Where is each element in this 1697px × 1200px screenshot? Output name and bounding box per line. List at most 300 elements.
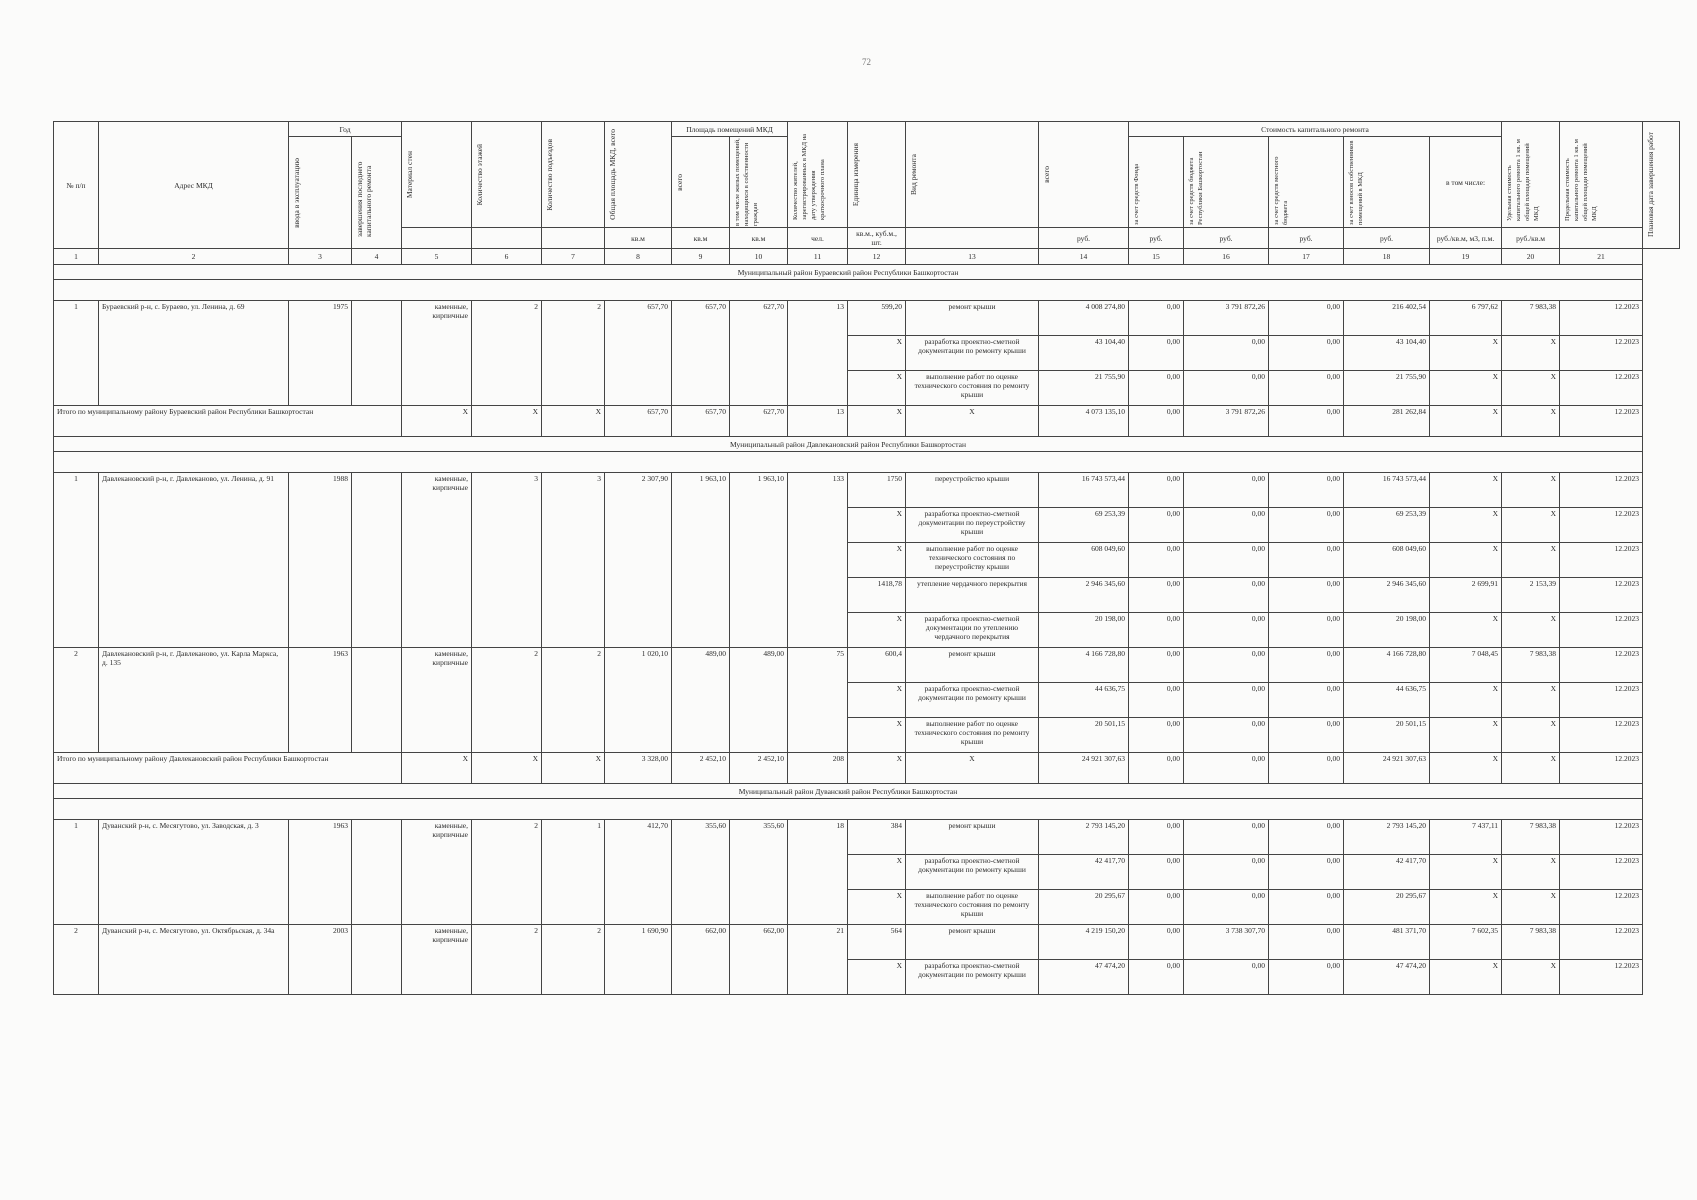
deadline: 12.2023 [1560, 508, 1643, 543]
year-built: 2003 [289, 925, 352, 995]
cost-total: 16 743 573,44 [1039, 473, 1129, 508]
year-last-repair [352, 820, 402, 925]
max-cost: X [1502, 890, 1560, 925]
col-header-unit-cost: Удельная стоимость капитального ремонта 1 кв. м общей площади помещений МКД [1506, 138, 1541, 221]
cost-fund: 0,00 [1129, 855, 1184, 890]
unit-volume: кв.м., куб.м., шт. [848, 228, 906, 249]
wall-material: каменные, кирпичные [402, 648, 472, 753]
cost-total: 21 755,90 [1039, 371, 1129, 406]
unit-cost: X [1430, 371, 1502, 406]
total-area-res: 627,70 [730, 406, 788, 437]
cost-budget-local: 0,00 [1269, 578, 1344, 613]
unit-cost: X [1430, 890, 1502, 925]
cost-total: 4 166 728,80 [1039, 648, 1129, 683]
max-cost: X [1502, 718, 1560, 753]
cost-budget-local: 0,00 [1269, 683, 1344, 718]
col-header-entrances: Количество подъездов [545, 138, 554, 211]
unit-cost: X [1430, 543, 1502, 578]
column-number: 5 [402, 249, 472, 265]
column-number-row [54, 249, 1680, 265]
year-last-repair [352, 301, 402, 406]
cost-fund: 0,00 [1129, 578, 1184, 613]
total-material: X [402, 406, 472, 437]
residents: 75 [788, 648, 848, 753]
col-header-max-cost: Предельная стоимость капитального ремонта 1 кв. м общей площади помещений МКД [1564, 138, 1599, 221]
unit-cost: 7 602,35 [1430, 925, 1502, 960]
unit-cost: 2 699,91 [1430, 578, 1502, 613]
section-spacer-row [54, 799, 1680, 820]
unit-cost: X [1430, 960, 1502, 995]
col-header-cost-fund: за счет средств Фонда [1133, 163, 1141, 225]
cost-budget-local: 0,00 [1269, 473, 1344, 508]
cost-total: 4 008 274,80 [1039, 301, 1129, 336]
cost-fund: 0,00 [1129, 301, 1184, 336]
max-cost: X [1502, 336, 1560, 371]
cost-owners: 21 755,90 [1344, 371, 1430, 406]
max-cost: X [1502, 855, 1560, 890]
section-total-row [54, 753, 1680, 784]
building-address: Бураевский р-н, с. Бураево, ул. Ленина, д. 69 [99, 301, 289, 406]
col-header-num: № п/п [54, 122, 99, 249]
col-header-deadline: Плановая дата завершения работ [1646, 132, 1656, 238]
area-residential: 662,00 [730, 925, 788, 995]
cost-budget-local: 0,00 [1269, 301, 1344, 336]
cost-budget-rb: 0,00 [1184, 855, 1269, 890]
area-total: 1 963,10 [672, 473, 730, 648]
unit-cost: X [1430, 683, 1502, 718]
cost-budget-rb: 3 791 872,26 [1184, 301, 1269, 336]
cost-fund: 0,00 [1129, 543, 1184, 578]
unit-cost: 7 048,45 [1430, 648, 1502, 683]
section-spacer-row [54, 280, 1680, 301]
cost-fund: 0,00 [1129, 820, 1184, 855]
max-cost: X [1502, 960, 1560, 995]
cost-fund: 0,00 [1129, 613, 1184, 648]
work-volume: 600,4 [848, 648, 906, 683]
unit-cost: X [1430, 473, 1502, 508]
row-number: 2 [54, 925, 99, 995]
work-volume: 384 [848, 820, 906, 855]
col-header-address: Адрес МКД [99, 122, 289, 249]
col-header-floors: Количество этажей [475, 143, 484, 206]
cost-budget-rb: 0,00 [1184, 613, 1269, 648]
cost-budget-local: 0,00 [1269, 960, 1344, 995]
section-title: Муниципальный район Дуванский район Республики Башкортостан [54, 784, 1643, 799]
cost-budget-rb: 0,00 [1184, 508, 1269, 543]
column-number: 3 [289, 249, 352, 265]
cost-owners: 16 743 573,44 [1344, 473, 1430, 508]
cost-total: 4 219 150,20 [1039, 925, 1129, 960]
section-spacer-row [54, 452, 1680, 473]
building-address: Давлекановский р-н, г. Давлеканово, ул. Ленина, д. 91 [99, 473, 289, 648]
deadline: 12.2023 [1560, 648, 1643, 683]
year-last-repair [352, 648, 402, 753]
unit-cost: X [1430, 613, 1502, 648]
col-header-year-last-repair: завершения последнего капитального ремонта [355, 161, 373, 237]
total-max-cost: X [1502, 406, 1560, 437]
deadline: 12.2023 [1560, 473, 1643, 508]
total-deadline: 12.2023 [1560, 753, 1643, 784]
unit-max-cost: руб./кв.м [1502, 228, 1560, 249]
cost-total: 42 417,70 [1039, 855, 1129, 890]
page-number: 72 [862, 57, 871, 67]
cost-fund: 0,00 [1129, 648, 1184, 683]
deadline: 12.2023 [1560, 371, 1643, 406]
wall-material: каменные, кирпичные [402, 925, 472, 995]
total-cost-local: 0,00 [1269, 753, 1344, 784]
area-total: 662,00 [672, 925, 730, 995]
cost-total: 20 501,15 [1039, 718, 1129, 753]
year-last-repair [352, 925, 402, 995]
wall-material: каменные, кирпичные [402, 820, 472, 925]
row-number: 1 [54, 301, 99, 406]
deadline: 12.2023 [1560, 718, 1643, 753]
total-entrances: X [542, 753, 605, 784]
total-volume: X [848, 406, 906, 437]
work-volume: X [848, 613, 906, 648]
cost-budget-rb: 0,00 [1184, 820, 1269, 855]
floors: 3 [472, 473, 542, 648]
work-type: ремонт крыши [906, 820, 1039, 855]
col-header-residents: Количество жителей, зарегистрированных в МКД на дату утверждения краткосрочного плана [792, 133, 827, 220]
area-residential: 1 963,10 [730, 473, 788, 648]
cost-owners: 608 049,60 [1344, 543, 1430, 578]
cost-owners: 20 295,67 [1344, 890, 1430, 925]
floors: 2 [472, 648, 542, 753]
unit-cost-fund: руб. [1129, 228, 1184, 249]
deadline: 12.2023 [1560, 855, 1643, 890]
floors: 2 [472, 301, 542, 406]
total-total-area: 3 328,00 [605, 753, 672, 784]
area-residential: 355,60 [730, 820, 788, 925]
entrances: 1 [542, 820, 605, 925]
cost-owners: 2 946 345,60 [1344, 578, 1430, 613]
entrances: 2 [542, 925, 605, 995]
unit-cost-owners: руб. [1344, 228, 1430, 249]
cost-budget-local: 0,00 [1269, 718, 1344, 753]
year-built: 1988 [289, 473, 352, 648]
wall-material: каменные, кирпичные [402, 473, 472, 648]
column-number: 4 [352, 249, 402, 265]
total-total-area: 657,70 [605, 406, 672, 437]
table-body [54, 265, 1680, 995]
column-number: 19 [1430, 249, 1502, 265]
cost-fund: 0,00 [1129, 890, 1184, 925]
cost-fund: 0,00 [1129, 925, 1184, 960]
section-spacer [54, 799, 1643, 820]
cost-budget-local: 0,00 [1269, 371, 1344, 406]
year-built: 1963 [289, 820, 352, 925]
work-volume: 1418,78 [848, 578, 906, 613]
section-total-label: Итого по муниципальному району Бураевский район Республики Башкортостан [54, 406, 402, 437]
column-number: 12 [848, 249, 906, 265]
area-total: 489,00 [672, 648, 730, 753]
col-header-cost-incl: в том числе: [1430, 137, 1502, 228]
cost-budget-local: 0,00 [1269, 925, 1344, 960]
work-type: разработка проектно-сметной документации по ремонту крыши [906, 683, 1039, 718]
deadline: 12.2023 [1560, 613, 1643, 648]
total-residents: 13 [788, 406, 848, 437]
cost-owners: 69 253,39 [1344, 508, 1430, 543]
max-cost: 7 983,38 [1502, 301, 1560, 336]
column-number: 2 [99, 249, 289, 265]
deadline: 12.2023 [1560, 925, 1643, 960]
col-header-cost-total: всего [1042, 166, 1052, 183]
work-type: ремонт крыши [906, 301, 1039, 336]
cost-total: 47 474,20 [1039, 960, 1129, 995]
work-type: разработка проектно-сметной документации по переустройству крыши [906, 508, 1039, 543]
unit-cost: X [1430, 855, 1502, 890]
cost-total: 43 104,40 [1039, 336, 1129, 371]
wall-material: каменные, кирпичные [402, 301, 472, 406]
cost-budget-rb: 0,00 [1184, 578, 1269, 613]
work-volume: X [848, 683, 906, 718]
column-number: 16 [1184, 249, 1269, 265]
total-area-res: 2 452,10 [730, 753, 788, 784]
total-max-cost: X [1502, 753, 1560, 784]
total-type: X [906, 753, 1039, 784]
total-deadline: 12.2023 [1560, 406, 1643, 437]
table-row [54, 301, 1680, 336]
cost-fund: 0,00 [1129, 960, 1184, 995]
unit-cost: 6 797,62 [1430, 301, 1502, 336]
work-type: разработка проектно-сметной документации по ремонту крыши [906, 960, 1039, 995]
unit-residents: чел. [788, 228, 848, 249]
max-cost: 7 983,38 [1502, 820, 1560, 855]
col-header-year-built: ввода в эксплуатацию [292, 157, 301, 228]
work-volume: X [848, 890, 906, 925]
cost-owners: 2 793 145,20 [1344, 820, 1430, 855]
unit-cost-local: руб. [1269, 228, 1344, 249]
max-cost: X [1502, 508, 1560, 543]
unit-unit-cost: руб./кв.м, м3, п.м. [1430, 228, 1502, 249]
row-number: 1 [54, 473, 99, 648]
column-number: 6 [472, 249, 542, 265]
work-type: выполнение работ по оценке технического состояния по ремонту крыши [906, 718, 1039, 753]
unit-entrances [542, 228, 605, 249]
cost-total: 20 198,00 [1039, 613, 1129, 648]
entrances: 2 [542, 648, 605, 753]
area-total: 355,60 [672, 820, 730, 925]
table-row [54, 473, 1680, 508]
column-number: 1 [54, 249, 99, 265]
total-volume: X [848, 753, 906, 784]
unit-cost: X [1430, 336, 1502, 371]
table-row [54, 820, 1680, 855]
year-last-repair [352, 473, 402, 648]
residents: 13 [788, 301, 848, 406]
column-number: 8 [605, 249, 672, 265]
column-number: 11 [788, 249, 848, 265]
area-residential: 627,70 [730, 301, 788, 406]
deadline: 12.2023 [1560, 960, 1643, 995]
area-residential: 489,00 [730, 648, 788, 753]
residents: 21 [788, 925, 848, 995]
col-header-cost-owners: за счет взносов собственников помещений в МКД [1348, 140, 1365, 225]
total-unit-cost: X [1430, 753, 1502, 784]
unit-area-total: кв.м [672, 228, 730, 249]
max-cost: X [1502, 371, 1560, 406]
deadline: 12.2023 [1560, 890, 1643, 925]
work-volume: 599,20 [848, 301, 906, 336]
cost-owners: 42 417,70 [1344, 855, 1430, 890]
work-type: утепление чердачного перекрытия [906, 578, 1039, 613]
unit-area-res: кв.м [730, 228, 788, 249]
section-spacer [54, 280, 1643, 301]
cost-total: 69 253,39 [1039, 508, 1129, 543]
deadline: 12.2023 [1560, 683, 1643, 718]
unit-cost: X [1430, 508, 1502, 543]
column-number: 7 [542, 249, 605, 265]
work-type: выполнение работ по оценке технического состояния по ремонту крыши [906, 890, 1039, 925]
cost-budget-local: 0,00 [1269, 543, 1344, 578]
cost-budget-rb: 0,00 [1184, 543, 1269, 578]
total-cost-rb: 3 791 872,26 [1184, 406, 1269, 437]
cost-fund: 0,00 [1129, 473, 1184, 508]
column-number: 15 [1129, 249, 1184, 265]
section-title: Муниципальный район Давлекановский район Республики Башкортостан [54, 437, 1643, 452]
total-area: 1 690,90 [605, 925, 672, 995]
residents: 133 [788, 473, 848, 648]
total-cost-local: 0,00 [1269, 406, 1344, 437]
col-header-year-group: Год [289, 122, 402, 137]
cost-owners: 4 166 728,80 [1344, 648, 1430, 683]
building-address: Дуванский р-н, с. Месягутово, ул. Октябрьская, д. 34а [99, 925, 289, 995]
cost-budget-rb: 0,00 [1184, 890, 1269, 925]
deadline: 12.2023 [1560, 336, 1643, 371]
max-cost: X [1502, 473, 1560, 508]
floors: 2 [472, 925, 542, 995]
work-volume: 564 [848, 925, 906, 960]
cost-owners: 216 402,54 [1344, 301, 1430, 336]
work-type: разработка проектно-сметной документации по утеплению чердачного перекрытия [906, 613, 1039, 648]
section-title: Муниципальный район Бураевский район Республики Башкортостан [54, 265, 1643, 280]
deadline: 12.2023 [1560, 578, 1643, 613]
total-cost-fund: 0,00 [1129, 406, 1184, 437]
unit-cost: X [1430, 718, 1502, 753]
max-cost: 7 983,38 [1502, 925, 1560, 960]
cost-budget-rb: 0,00 [1184, 473, 1269, 508]
max-cost: X [1502, 613, 1560, 648]
column-number: 20 [1502, 249, 1560, 265]
col-header-cost-group: Стоимость капитального ремонта [1129, 122, 1502, 137]
year-built: 1975 [289, 301, 352, 406]
cost-budget-rb: 0,00 [1184, 683, 1269, 718]
cost-budget-local: 0,00 [1269, 820, 1344, 855]
col-header-work-volume: Единица измерения [851, 142, 861, 207]
column-number: 17 [1269, 249, 1344, 265]
cost-budget-local: 0,00 [1269, 648, 1344, 683]
work-volume: X [848, 718, 906, 753]
area-total: 657,70 [672, 301, 730, 406]
section-title-row [54, 265, 1680, 280]
cost-total: 2 946 345,60 [1039, 578, 1129, 613]
year-built: 1963 [289, 648, 352, 753]
total-type: X [906, 406, 1039, 437]
unit-total-area: кв.м [605, 228, 672, 249]
cost-budget-rb: 0,00 [1184, 371, 1269, 406]
section-total-label: Итого по муниципальному району Давлекановский район Республики Башкортостан [54, 753, 402, 784]
cost-budget-rb: 3 738 307,70 [1184, 925, 1269, 960]
work-volume: X [848, 336, 906, 371]
column-number: 18 [1344, 249, 1430, 265]
section-title-row [54, 437, 1680, 452]
building-address: Дуванский р-н, с. Месягутово, ул. Заводская, д. 3 [99, 820, 289, 925]
repair-plan-table [53, 121, 1680, 995]
cost-owners: 481 371,70 [1344, 925, 1430, 960]
work-type: переустройство крыши [906, 473, 1039, 508]
total-area: 412,70 [605, 820, 672, 925]
cost-total: 2 793 145,20 [1039, 820, 1129, 855]
total-area-total: 2 452,10 [672, 753, 730, 784]
total-area: 1 020,10 [605, 648, 672, 753]
work-type: разработка проектно-сметной документации по ремонту крыши [906, 855, 1039, 890]
cost-budget-rb: 0,00 [1184, 336, 1269, 371]
col-header-total-area: Общая площадь МКД, всего [608, 129, 617, 220]
work-volume: X [848, 371, 906, 406]
total-cost-owners: 281 262,84 [1344, 406, 1430, 437]
total-cost-rb: 0,00 [1184, 753, 1269, 784]
cost-budget-local: 0,00 [1269, 890, 1344, 925]
building-address: Давлекановский р-н, г. Давлеканово, ул. Карла Маркса, д. 135 [99, 648, 289, 753]
residents: 18 [788, 820, 848, 925]
total-unit-cost: X [1430, 406, 1502, 437]
max-cost: X [1502, 683, 1560, 718]
total-entrances: X [542, 406, 605, 437]
cost-total: 44 636,75 [1039, 683, 1129, 718]
cost-budget-rb: 0,00 [1184, 718, 1269, 753]
total-material: X [402, 753, 472, 784]
cost-owners: 44 636,75 [1344, 683, 1430, 718]
work-volume: X [848, 508, 906, 543]
column-number: 9 [672, 249, 730, 265]
section-total-row [54, 406, 1680, 437]
cost-total: 20 295,67 [1039, 890, 1129, 925]
total-cost-fund: 0,00 [1129, 753, 1184, 784]
column-number: 21 [1560, 249, 1643, 265]
entrances: 3 [542, 473, 605, 648]
total-floors: X [472, 406, 542, 437]
unit-cost-total: руб. [1039, 228, 1129, 249]
work-type: выполнение работ по оценке технического состояния по переустройству крыши [906, 543, 1039, 578]
cost-total: 608 049,60 [1039, 543, 1129, 578]
unit-cost-rb: руб. [1184, 228, 1269, 249]
column-number: 13 [906, 249, 1039, 265]
cost-budget-local: 0,00 [1269, 336, 1344, 371]
cost-fund: 0,00 [1129, 683, 1184, 718]
total-cost: 4 073 135,10 [1039, 406, 1129, 437]
col-header-area-total: всего [675, 173, 684, 191]
cost-budget-local: 0,00 [1269, 855, 1344, 890]
total-area: 657,70 [605, 301, 672, 406]
cost-fund: 0,00 [1129, 508, 1184, 543]
col-header-material: Материал стен [405, 150, 414, 199]
floors: 2 [472, 820, 542, 925]
work-type: разработка проектно-сметной документации по ремонту крыши [906, 336, 1039, 371]
section-title-row [54, 784, 1680, 799]
column-number: 10 [730, 249, 788, 265]
deadline: 12.2023 [1560, 820, 1643, 855]
cost-owners: 47 474,20 [1344, 960, 1430, 995]
table-row [54, 925, 1680, 960]
work-type: выполнение работ по оценке технического состояния по ремонту крыши [906, 371, 1039, 406]
cost-owners: 20 198,00 [1344, 613, 1430, 648]
total-cost-owners: 24 921 307,63 [1344, 753, 1430, 784]
table-row [54, 648, 1680, 683]
max-cost: 7 983,38 [1502, 648, 1560, 683]
cost-fund: 0,00 [1129, 371, 1184, 406]
work-volume: X [848, 855, 906, 890]
